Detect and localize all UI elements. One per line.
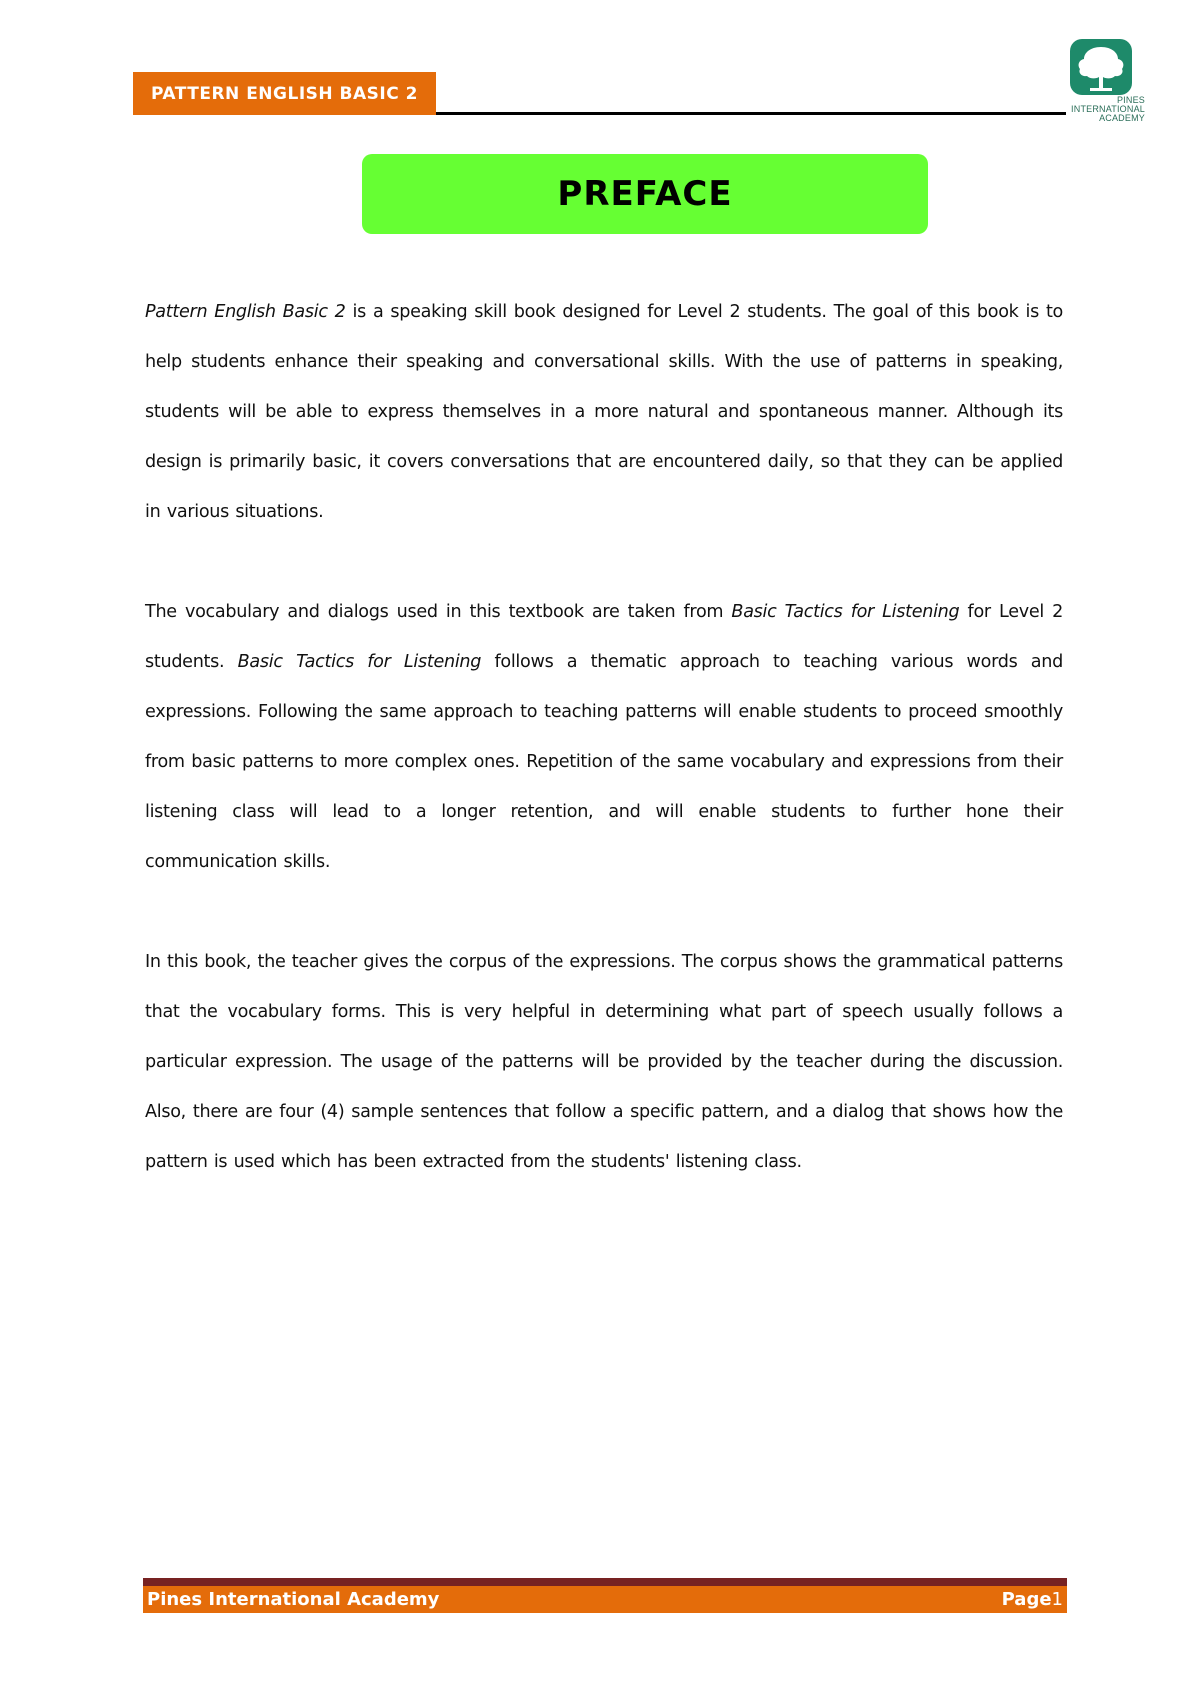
footer-institution: Pines International Academy <box>147 1589 440 1610</box>
footer-page <box>1002 1589 1063 1610</box>
running-header-title: PATTERN ENGLISH BASIC 2 <box>151 83 418 104</box>
header-rule <box>436 112 1066 115</box>
source-title-1: Basic Tactics for Listening <box>731 602 960 622</box>
paragraph-1 <box>145 287 1063 537</box>
footer-rule <box>143 1578 1067 1586</box>
paragraph-1-text: is a speaking skill book designed for Level 2 students. The goal of this book is to help students enhance their speaking and conversational skills. With the use of patterns in speaking, students will be able to express themselves in a more natural and spontaneous manner. Although its design is primarily basic, it covers conversations that are encountered daily, so that they can be applied in various situations. <box>145 302 1064 522</box>
paragraph-3 <box>145 937 1063 1187</box>
logo-wordmark <box>1055 96 1145 123</box>
pines-logo <box>1055 36 1145 124</box>
paragraph-2 <box>145 587 1063 887</box>
paragraph-2-part-3: follows a thematic approach to teaching various words and expressions. Following the same approach to teaching patterns will enable students to proceed smoothly from basic patterns to more complex ones. Repetition of the same vocabulary and expressions from their listening class will lead to a longer retention, and will enable students to further hone their communication skills. <box>145 652 1063 872</box>
preface-body <box>145 287 1063 1237</box>
paragraph-2-part-2: for Level 2 students. <box>145 602 1063 672</box>
logo-line-3: ACADEMY <box>1099 113 1145 123</box>
tree-icon <box>1070 39 1132 95</box>
page-title-banner <box>362 154 928 234</box>
paragraph-2-part-1: The vocabulary and dialogs used in this textbook are taken from <box>145 602 732 622</box>
source-title-2: Basic Tactics for Listening <box>237 652 482 672</box>
logo-line-2: INTERNATIONAL <box>1071 104 1145 114</box>
footer-bar <box>143 1586 1067 1613</box>
footer-page-label: Page <box>1001 1589 1052 1610</box>
running-header-tab <box>133 72 436 115</box>
book-title: Pattern English Basic 2 <box>145 302 346 322</box>
paragraph-3-text: In this book, the teacher gives the corpus of the expressions. The corpus shows the grammatical patterns that the vocabulary forms. This is very helpful in determining what part of speech usually follows a particular expression. The usage of the patterns will be provided by the teacher during the discussion. Also, there are four (4) sample sentences that follow a specific pattern, and a dialog that shows how the pattern is used which has been extracted from the students' listening class. <box>145 952 1064 1172</box>
logo-line-1: PINES <box>1116 95 1145 105</box>
page-title: PREFACE <box>557 174 733 214</box>
page-number: 1 <box>1051 1589 1063 1610</box>
